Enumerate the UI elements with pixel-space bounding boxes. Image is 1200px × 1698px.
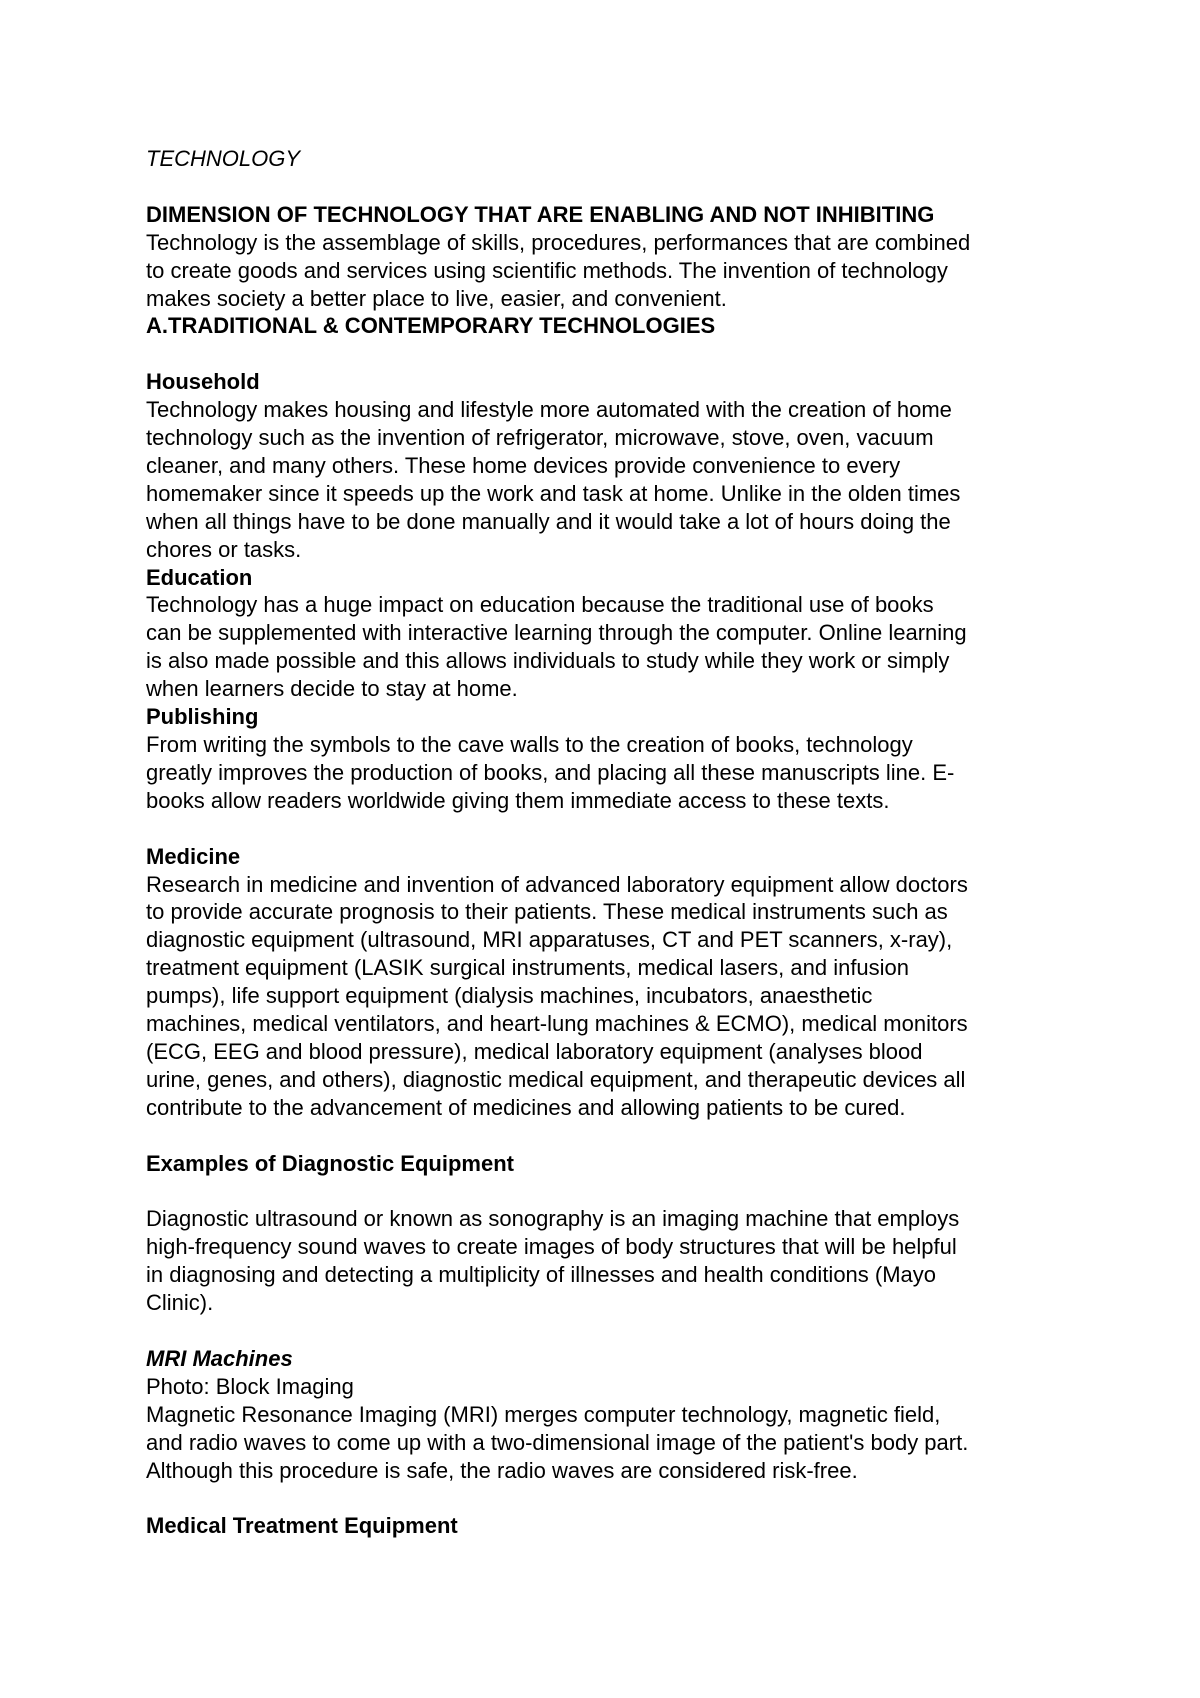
intro-line: makes society a better place to live, easier, and convenient. (146, 285, 727, 311)
household-line: homemaker since it speeds up the work and task at home. Unlike in the olden times (146, 480, 961, 506)
diagnostic-line: Diagnostic ultrasound or known as sonography is an imaging machine that employs (146, 1206, 960, 1232)
diagnostic-heading: Examples of Diagnostic Equipment (146, 1150, 514, 1176)
publishing-heading: Publishing (146, 704, 259, 730)
medicine-line: treatment equipment (LASIK surgical instruments, medical lasers, and infusion (146, 955, 910, 981)
treatment-heading: Medical Treatment Equipment (146, 1513, 458, 1539)
household-line: chores or tasks. (146, 536, 302, 562)
publishing-line: books allow readers worldwide giving them immediate access to these texts. (146, 787, 890, 813)
document-page (146, 145, 1086, 1540)
education-heading: Education (146, 564, 253, 590)
mri-heading: MRI Machines (146, 1345, 293, 1371)
mri-line: Although this procedure is safe, the radio waves are considered risk-free. (146, 1457, 858, 1483)
medicine-line: (ECG, EEG and blood pressure), medical laboratory equipment (analyses blood (146, 1038, 923, 1064)
publishing-line: From writing the symbols to the cave walls to the creation of books, technology (146, 732, 913, 757)
education-line: when learners decide to stay at home. (146, 676, 518, 702)
diagnostic-line: Clinic). (146, 1290, 214, 1316)
mri-line: Magnetic Resonance Imaging (MRI) merges computer technology, magnetic field, (146, 1401, 941, 1427)
diagnostic-line: high-frequency sound waves to create images of body structures that will be helpful (146, 1234, 957, 1260)
spacer (146, 1177, 1086, 1205)
main-heading: DIMENSION OF TECHNOLOGY THAT ARE ENABLING AND NOT INHIBITING (146, 201, 935, 227)
household-line: when all things have to be done manually and it would take a lot of hours doing the (146, 508, 951, 534)
household-line: Technology makes housing and lifestyle more automated with the creation of home (146, 397, 952, 423)
spacer (146, 1122, 1086, 1150)
medicine-line: pumps), life support equipment (dialysis machines, incubators, anaesthetic (146, 983, 873, 1009)
publishing-line: greatly improves the production of books, and placing all these manuscripts line. E- (146, 759, 955, 785)
spacer (146, 1484, 1086, 1512)
household-line: technology such as the invention of refrigerator, microwave, stove, oven, vacuum (146, 425, 934, 451)
spacer (146, 340, 1086, 368)
household-heading: Household (146, 369, 260, 395)
medicine-line: contribute to the advancement of medicines and allowing patients to be cured. (146, 1094, 906, 1120)
medicine-line: diagnostic equipment (ultrasound, MRI apparatuses, CT and PET scanners, x-ray), (146, 927, 953, 953)
medicine-heading: Medicine (146, 843, 241, 869)
document-title: TECHNOLOGY (146, 146, 301, 171)
household-line: cleaner, and many others. These home devices provide convenience to every (146, 452, 901, 478)
medicine-line: urine, genes, and others), diagnostic medical equipment, and therapeutic devices all (146, 1066, 966, 1092)
education-line: Technology has a huge impact on education because the traditional use of books (146, 592, 934, 618)
spacer (146, 815, 1086, 843)
intro-line: Technology is the assemblage of skills, procedures, performances that are combined (146, 229, 971, 255)
section-a-heading: A.TRADITIONAL & CONTEMPORARY TECHNOLOGIES (146, 313, 716, 339)
spacer (146, 1317, 1086, 1345)
mri-photo-credit: Photo: Block Imaging (146, 1373, 354, 1399)
diagnostic-line: in diagnosing and detecting a multiplicity of illnesses and health conditions (Mayo (146, 1262, 937, 1288)
spacer (146, 173, 1086, 201)
intro-line: to create goods and services using scientific methods. The invention of technology (146, 257, 948, 283)
medicine-line: to provide accurate prognosis to their patients. These medical instruments such as (146, 899, 948, 925)
education-line: can be supplemented with interactive learning through the computer. Online learning (146, 620, 967, 646)
education-line: is also made possible and this allows individuals to study while they work or simply (146, 648, 950, 674)
mri-line: and radio waves to come up with a two-dimensional image of the patient's body part. (146, 1429, 969, 1455)
medicine-line: machines, medical ventilators, and heart-lung machines & ECMO), medical monitors (146, 1011, 968, 1037)
medicine-line: Research in medicine and invention of advanced laboratory equipment allow doctors (146, 871, 968, 897)
